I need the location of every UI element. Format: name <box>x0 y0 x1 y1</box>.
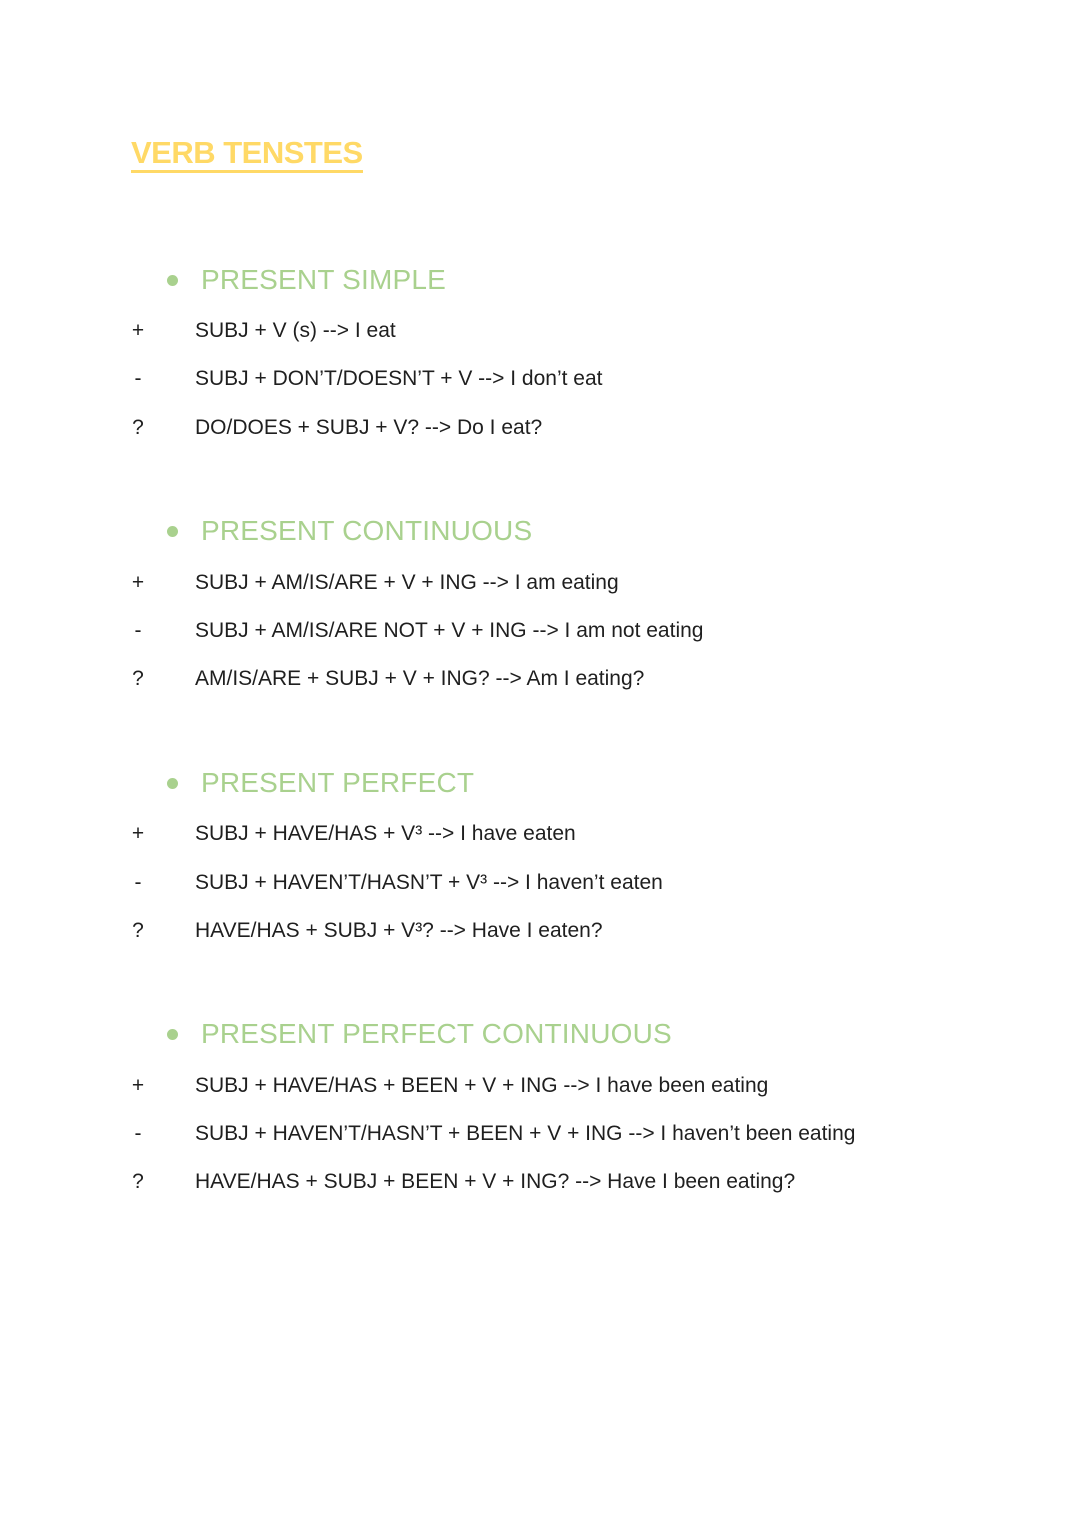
rule-text: SUBJ + AM/IS/ARE + V + ING --> I am eating <box>195 571 619 594</box>
rule-text: SUBJ + HAVE/HAS + V³ --> I have eaten <box>195 822 576 845</box>
rule-text: SUBJ + V (s) --> I eat <box>195 319 396 342</box>
section-heading <box>163 513 532 549</box>
rule-text: SUBJ + HAVEN’T/HASN’T + BEEN + V + ING --> I haven’t been eating <box>195 1122 856 1145</box>
rule-text: DO/DOES + SUBJ + V? --> Do I eat? <box>195 416 543 439</box>
affirmative-symbol: + <box>131 571 145 594</box>
negative-symbol: - <box>134 871 142 894</box>
section-heading <box>163 1016 672 1052</box>
section-title: PRESENT PERFECT CONTINUOUS <box>201 1018 672 1049</box>
bullet-icon <box>167 1029 178 1040</box>
question-symbol: ? <box>132 667 144 690</box>
section-heading <box>163 262 446 298</box>
affirmative-symbol: + <box>131 1074 145 1097</box>
negative-symbol: - <box>134 367 142 390</box>
affirmative-symbol: + <box>131 822 145 845</box>
section-title: PRESENT CONTINUOUS <box>201 515 533 546</box>
negative-symbol: - <box>134 619 142 642</box>
bullet-icon <box>167 526 178 537</box>
rule-text: SUBJ + HAVEN’T/HASN’T + V³ --> I haven’t eaten <box>195 871 663 894</box>
rule-text: SUBJ + AM/IS/ARE NOT + V + ING --> I am not eating <box>195 619 704 642</box>
page-title: VERB TENSTES <box>131 136 363 173</box>
rule-text: HAVE/HAS + SUBJ + V³? --> Have I eaten? <box>195 919 603 942</box>
negative-symbol: - <box>134 1122 142 1145</box>
bullet-icon <box>167 275 178 286</box>
question-symbol: ? <box>132 1170 144 1193</box>
bullet-icon <box>167 778 178 789</box>
rule-text: SUBJ + DON’T/DOESN’T + V --> I don’t eat <box>195 367 603 390</box>
question-symbol: ? <box>132 416 144 439</box>
rule-text: SUBJ + HAVE/HAS + BEEN + V + ING --> I have been eating <box>195 1074 769 1097</box>
section-title: PRESENT PERFECT <box>201 767 475 798</box>
section-title: PRESENT SIMPLE <box>201 264 447 295</box>
section-heading <box>163 765 474 801</box>
question-symbol: ? <box>132 919 144 942</box>
affirmative-symbol: + <box>131 319 145 342</box>
rule-text: AM/IS/ARE + SUBJ + V + ING? --> Am I eating? <box>195 667 645 690</box>
rule-text: HAVE/HAS + SUBJ + BEEN + V + ING? --> Have I been eating? <box>195 1170 796 1193</box>
